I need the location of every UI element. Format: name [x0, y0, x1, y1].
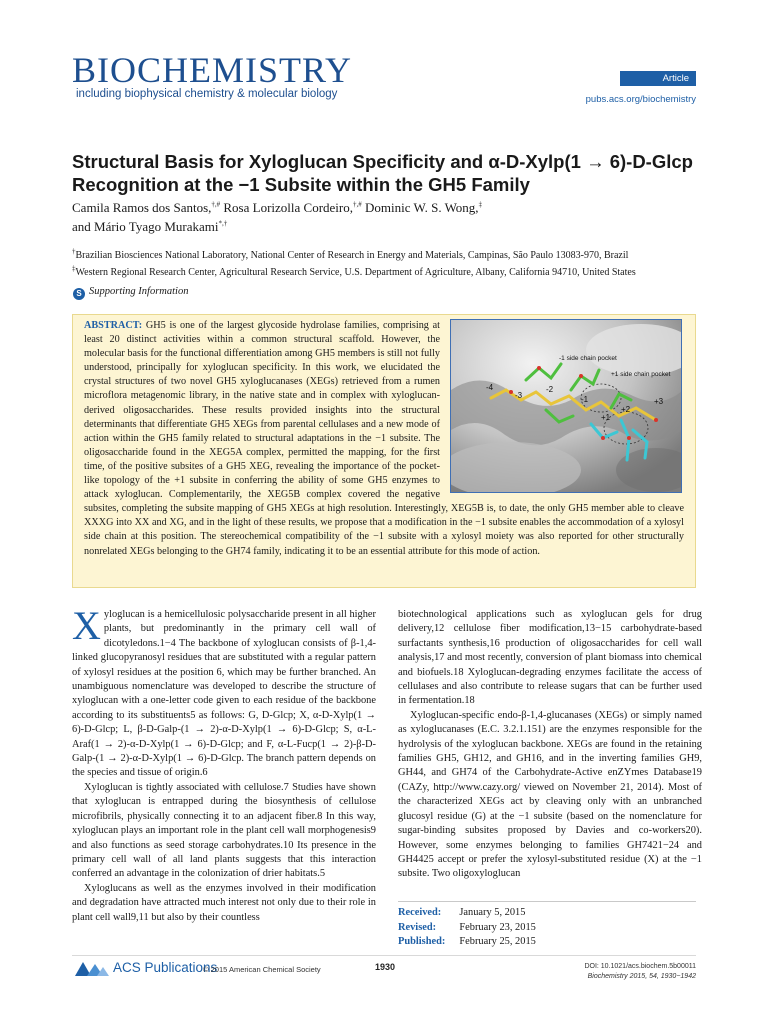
article-title: Structural Basis for Xyloglucan Specificity and α-D-Xylp(1 → 6)-D-Glcp Recognition at the −1 Subsite within the GH5 Family — [72, 151, 693, 195]
dates-divider — [398, 901, 696, 902]
body-column-right — [398, 608, 702, 882]
date-label: Published: — [398, 936, 446, 947]
paragraph — [72, 603, 376, 781]
paragraph-text: yloglucan is a hemicellulosic polysaccharide present in all higher plants, but predominantly in the primary cell wall of dicotyledons.1−4 The backbone of xyloglucan consists of β-1,4-linked glucopyranosyl residues that are substituted with a regular pattern of xylosyl residues at the position 6, which may be further branched. An unambiguous nomenclature was developed to describe the structure of xyloglucan with a one-letter code given to each residue of the backbone according to its substituents5 as follows: G, D-Glcp; X, α-D-Xylp(1 → 6)-D-Glcp; L, β-D-Galp-(1 → 2)-α-D-Xylp(1 → 6)-D-Glcp; S, α-L-Araf(1 → 2)-α-D-Xylp(1 → 6)-D-Glcp; and F, α-L-Fucp(1 → 2)-β-D-Galp-(1 → 2)-α-D-Xylp(1 → 6)-D-Glcp. The branch pattern depends on the species and tissue of origin.6 — [72, 609, 376, 779]
date-label: Revised: — [398, 921, 437, 933]
date-value: February 25, 2015 — [459, 936, 536, 947]
footer-divider — [72, 955, 696, 956]
supporting-info-icon[interactable]: S — [73, 288, 85, 300]
paragraph — [72, 882, 376, 925]
subsite-label: +3 — [654, 397, 664, 406]
abstract-label: ABSTRACT: — [84, 320, 143, 331]
paragraph — [72, 781, 376, 882]
date-row — [398, 906, 550, 921]
date-value: January 5, 2015 — [459, 907, 526, 918]
paragraph-text: Xyloglucan-specific endo-β-1,4-glucanases (XEGs) or simply named as xyloglucanases (E.C. 3.2.1.151) are the enzymes responsible for the hydrolysis of the xyloglucan backbone. XEGs are found in the retaining families GH5, GH12, and GH16, and in the inverting families GH9, GH44, and GH74 of the Carbohydrate-Active enZYmes Database19 (CAZy, http://www.cazy.org/ viewed on November 21, 2014). Most of the characterized XEGs act by cleaving only with an unbranched glucosyl residue (G) at the −1 subsite (based on the nomenclature for sugar-binding subsites proposed by Davies and co-workers20). However, some enzymes belonging to families GH7421−24 and GH4425 accept or prefer the xylosyl-substituted residue (X) at the −1 subsite. Two oligoxyloglucan — [398, 709, 702, 880]
pocket-label: +1 side chain pocket — [611, 371, 671, 378]
journal-name: BIOCHEMISTRY — [72, 50, 353, 90]
supporting-info-link[interactable]: Supporting Information — [89, 286, 189, 297]
affiliation-text: Brazilian Biosciences National Laboratory, National Center of Research in Energy and Materials, Campinas, São Paulo 13083-970, Brazil — [75, 250, 629, 261]
citation: Biochemistry 2015, 54, 1930−1942 — [587, 973, 696, 980]
subsite-label: +1 — [601, 413, 611, 422]
date-value: February 23, 2015 — [459, 921, 536, 933]
author-name[interactable]: Camila Ramos dos Santos, — [72, 200, 212, 215]
toc-graphic[interactable] — [450, 319, 682, 493]
paragraph-text: Xyloglucan is tightly associated with cellulose.7 Studies have shown that xyloglucan is entrapped during the biosynthesis of cellulose microfibrils, physically connecting it to an adjacent fiber.8 In this way, xyloglucan plays an important role in the plant cell wall morphogenesis9 and also functions as seed storage carbohydrates.10 Its presence in the primary cell wall of all land plants suggests that this interaction conferred an advantage in the colonization of drier habitats.5 — [72, 781, 376, 880]
date-row — [398, 921, 550, 936]
page-number: 1930 — [375, 962, 396, 972]
protein-surface-illustration — [451, 320, 682, 493]
author-mark: *,† — [218, 219, 228, 228]
author-list — [72, 198, 692, 236]
abstract-body: GH5 is one of the largest glycoside hydrolase families, comprising at least 20 distinct activities within a common structural scaffold. However, the molecular basis for the functional differentiation among GH5 members is still not fully understood, principally for xyloglucan specificity. In this work, we elucidated the crystal structures of two novel GH5 xyloglucanases (XEGs) retrieved from a rumen microflora metagenomic library, in the native state and in complex with xyloglucan-derived oligosaccharides. These results provided insights into the structural determinants that differentiate GH5 XEGs from parental cellulases and a new mode of action within the GH5 family related to structural adaptations in the −1 subsite. The oligosaccharide found in the XEG5A complex, permitted the mapping, for the first time, of the positive subsites of a GH5 XEG, revealing the importance of the pocket-like topology of the +1 subsite in conferring the ability of some GH5 enzymes to attack xyloglucan. Complementarily, the XEG5B complex covered the negative subsites, completing the subsite mapping of GH5 XEGs at high resolution. Interestingly, XEG5B is, to date, the only GH5 member able to cleave XXXG into XX and XG, and in the light of these results, we propose that a modification in the −1 subsite enables the accommodation of a xylosyl side chain at this position. The stereochemical compatibility of the −1 subsite with a xylosyl moiety was also reported for other structurally nonrelated XEGs belonging to the GH74 family, indicating it to be an essential attribute for this mode of action. — [84, 320, 684, 557]
affiliation-text: Western Regional Research Center, Agricultural Research Service, U.S. Department of Agriculture, Albany, California 94710, United States — [75, 267, 636, 278]
author-mark: ‡ — [478, 200, 483, 209]
article-type-badge: Article — [620, 71, 696, 86]
author-mark: †,# — [211, 200, 221, 209]
author-name[interactable]: Rosa Lorizolla Cordeiro, — [220, 200, 353, 215]
publication-dates — [398, 906, 550, 950]
acs-logo-icon — [73, 960, 111, 978]
journal-url-link[interactable]: pubs.acs.org/biochemistry — [585, 94, 696, 105]
paragraph-text: Xyloglucans as well as the enzymes involved in their modification and degradation have attracted much interest not only due to their role in plant cell wall9,11 but also by their countless — [72, 882, 376, 923]
date-row — [398, 935, 550, 950]
paragraph — [398, 709, 702, 882]
author-mark: †,# — [353, 200, 362, 209]
affiliations — [72, 247, 712, 281]
author-name[interactable]: and Mário Tyago Murakami — [72, 219, 219, 234]
copyright: © 2015 American Chemical Society — [203, 965, 321, 974]
subsite-label: -4 — [486, 383, 494, 392]
body-column-left — [72, 603, 376, 925]
subsite-label: -1 — [581, 395, 589, 404]
drop-cap: X — [72, 603, 101, 648]
subsite-label: -3 — [515, 391, 523, 400]
doi-citation — [584, 962, 696, 982]
acs-publications-link[interactable]: ACS Publications — [113, 960, 218, 975]
affiliation-mark: ‡ — [72, 264, 76, 273]
author-name[interactable]: Dominic W. S. Wong, — [361, 200, 479, 215]
subsite-label: +2 — [621, 405, 631, 414]
affiliation-line — [72, 247, 712, 264]
journal-subtitle: including biophysical chemistry & molecular biology — [76, 88, 338, 100]
affiliation-mark: † — [72, 247, 76, 256]
affiliation-line — [72, 264, 712, 281]
doi[interactable]: DOI: 10.1021/acs.biochem.5b00011 — [584, 963, 696, 970]
paragraph — [398, 608, 702, 709]
paragraph-text: biotechnological applications such as xyloglucan gels for drug delivery,12 cellulose fiber modification,13−15 carbohydrate-based surfactants synthesis,16 production of oligosaccharides for cell wall analysis,17 and most recently, conversion of plant biomass into chemical and biofuels.18 Xyloglucan-degrading enzymes facilitate the access of cellulases and also contribute to release sugars that can be further used in fermentation.18 — [398, 609, 702, 707]
subsite-label: -2 — [546, 385, 554, 394]
date-label: Received: — [398, 907, 442, 918]
pocket-label: -1 side chain pocket — [559, 355, 617, 362]
